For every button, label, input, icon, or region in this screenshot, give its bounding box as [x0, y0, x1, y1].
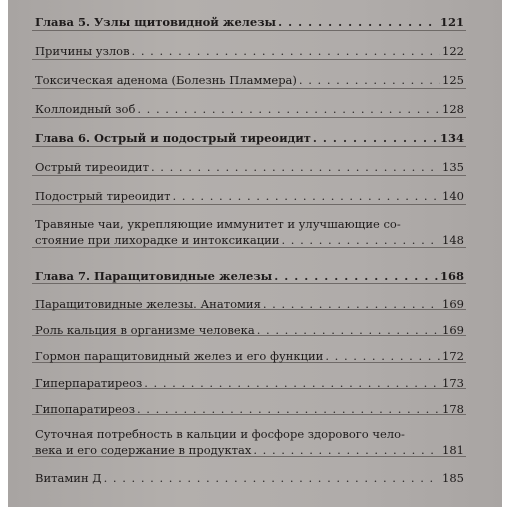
toc-entry	[35, 375, 464, 391]
toc-chapter-5	[35, 14, 464, 30]
toc-entry-label: Гиперпаратиреоз	[35, 376, 143, 390]
toc-entry	[35, 159, 464, 175]
leader-dots	[274, 268, 438, 284]
toc-chapter-7	[35, 268, 464, 284]
toc-entry	[35, 43, 464, 59]
leader-dots	[144, 375, 440, 391]
toc-entry-label: Коллоидный зоб	[35, 102, 136, 116]
leader-dots	[313, 130, 438, 146]
toc-entry	[35, 470, 464, 486]
toc-entry-label: Глава 6. Острый и подострый тиреоидит	[35, 131, 311, 145]
leader-dots	[137, 101, 440, 117]
toc-entry-page: 121	[439, 15, 464, 29]
leader-dots	[257, 322, 440, 338]
toc-entry	[35, 101, 464, 117]
toc-entry-label: Подострый тиреоидит	[35, 189, 171, 203]
toc-entry-label: Гормон паращитовидный желез и его функции	[35, 349, 324, 363]
toc-entry-two-line	[35, 426, 464, 458]
toc-entry-page: 134	[439, 131, 464, 145]
divider	[32, 30, 466, 31]
toc-entry-label-line1: Травяные чаи, укрепляющие иммунитет и улучшающие со-	[35, 217, 401, 231]
toc-entry-two-line	[35, 216, 464, 248]
toc-entry-label: Глава 5. Узлы щитовидной железы	[35, 15, 277, 29]
leader-dots	[263, 296, 440, 312]
toc-entry-label-line2: стояние при лихорадке и интоксикации	[35, 233, 280, 247]
toc-entry-page: 168	[439, 269, 464, 283]
leader-dots	[172, 188, 440, 204]
toc-entry-label: Глава 7. Паращитовидные железы	[35, 269, 273, 283]
divider	[32, 146, 466, 147]
toc-entry-page: 148	[442, 233, 464, 247]
toc-entry-label: Роль кальция в организме человека	[35, 323, 255, 337]
toc-entry-label: Острый тиреоидит	[35, 160, 149, 174]
divider	[32, 204, 466, 205]
divider	[32, 59, 466, 60]
leader-dots	[137, 401, 440, 417]
toc-entry-label: Гипопаратиреоз	[35, 402, 135, 416]
toc-entry-label-line1: Суточная потребность в кальции и фосфоре здорового чело-	[35, 427, 405, 441]
toc-entry-page: 173	[442, 376, 464, 390]
toc-entry-page: 178	[442, 402, 464, 416]
toc-entry-label-line2: века и его содержание в продуктах	[35, 443, 252, 457]
toc-entry-page: 122	[442, 44, 464, 58]
toc-entry-label: Паращитовидные железы. Анатомия	[35, 297, 261, 311]
leader-dots	[325, 348, 440, 364]
leader-dots	[281, 232, 440, 248]
toc-entry-page: 172	[442, 349, 464, 363]
toc-entry	[35, 348, 464, 364]
toc-entry	[35, 401, 464, 417]
toc-entry-label: Причины узлов	[35, 44, 130, 58]
toc-entry-page: 140	[442, 189, 464, 203]
leader-dots	[132, 43, 441, 59]
toc-entry	[35, 296, 464, 312]
toc-entry-page: 169	[442, 323, 464, 337]
leader-dots	[299, 72, 440, 88]
toc-entry	[35, 72, 464, 88]
toc-entry-page: 125	[442, 73, 464, 87]
toc-entry-page: 185	[442, 471, 464, 485]
leader-dots	[278, 14, 438, 30]
leader-dots	[151, 159, 440, 175]
leader-dots	[253, 442, 440, 458]
toc-entry	[35, 188, 464, 204]
toc-entry-page: 169	[442, 297, 464, 311]
book-page	[8, 0, 502, 507]
toc-entry-label: Витамин Д	[35, 471, 102, 485]
toc-entry-page: 135	[442, 160, 464, 174]
toc-entry-label: Токсическая аденома (Болезнь Пламмера)	[35, 73, 297, 87]
divider	[32, 117, 466, 118]
toc-entry-page: 181	[442, 443, 464, 457]
divider	[32, 88, 466, 89]
divider	[32, 175, 466, 176]
toc-entry	[35, 322, 464, 338]
leader-dots	[104, 470, 440, 486]
toc-chapter-6	[35, 130, 464, 146]
toc-entry-page: 128	[442, 102, 464, 116]
